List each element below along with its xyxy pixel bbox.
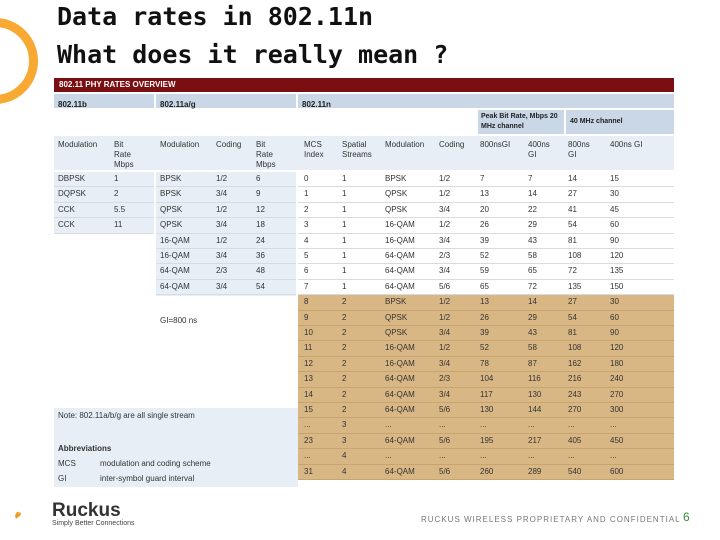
table-cell: 16-QAM bbox=[385, 358, 415, 368]
table-cell: 5.5 bbox=[114, 204, 126, 214]
col-n-800gi-40: 800ns GI bbox=[568, 140, 590, 159]
n-table-row bbox=[298, 203, 674, 218]
n-table-row bbox=[298, 449, 674, 464]
table-cell: 405 bbox=[568, 435, 582, 445]
table-cell: ... bbox=[610, 420, 617, 430]
section-80211b bbox=[54, 94, 154, 108]
table-cell: 3/4 bbox=[439, 328, 451, 337]
table-cell: ... bbox=[528, 451, 535, 461]
table-cell: ... bbox=[480, 420, 487, 430]
peak-rate-header bbox=[478, 110, 564, 134]
col-n-modulation: Modulation bbox=[385, 140, 425, 149]
table-cell: 144 bbox=[528, 405, 542, 414]
table-cell: 150 bbox=[610, 281, 624, 291]
col-ag-modulation: Modulation bbox=[160, 140, 200, 149]
table-cell: 1 bbox=[342, 189, 347, 199]
section-80211ag bbox=[156, 94, 296, 108]
b-table-row bbox=[54, 203, 154, 218]
table-cell: 64-QAM bbox=[385, 466, 415, 476]
table-cell: 64-QAM bbox=[385, 266, 415, 276]
table-cell: QPSK bbox=[385, 189, 408, 199]
table-cell: 108 bbox=[568, 343, 582, 353]
table-cell: ... bbox=[528, 420, 535, 430]
table-cell: 10 bbox=[304, 328, 313, 337]
table-cell: 1 bbox=[342, 204, 347, 214]
table-cell: 3/4 bbox=[439, 389, 451, 399]
table-cell: 27 bbox=[568, 189, 577, 199]
table-cell: BPSK bbox=[160, 174, 182, 183]
n-table-row bbox=[298, 403, 674, 418]
table-cell: 135 bbox=[610, 266, 624, 276]
table-header: 802.11 PHY RATES OVERVIEW bbox=[54, 78, 674, 92]
table-cell: 16-QAM bbox=[160, 251, 190, 260]
table-cell: 18 bbox=[256, 220, 265, 230]
ag-table-row bbox=[156, 187, 296, 202]
decorative-orange-arc bbox=[0, 18, 38, 104]
table-cell: 13 bbox=[480, 297, 489, 307]
n-table-row bbox=[298, 280, 674, 295]
table-cell: 64-QAM bbox=[385, 389, 415, 399]
table-cell: 3 bbox=[304, 220, 309, 230]
table-cell: 5/6 bbox=[439, 405, 451, 414]
col-ag-bitrate: Bit Rate Mbps bbox=[256, 140, 276, 169]
table-cell: 54 bbox=[568, 312, 577, 322]
table-cell: 2 bbox=[342, 343, 347, 353]
table-cell: BPSK bbox=[160, 189, 182, 199]
table-cell: 29 bbox=[528, 220, 537, 230]
table-cell: 30 bbox=[610, 189, 619, 199]
n-table-row bbox=[298, 418, 674, 433]
ag-table-row bbox=[156, 280, 296, 295]
table-cell: 289 bbox=[528, 466, 542, 476]
table-cell: 2 bbox=[304, 204, 309, 214]
table-cell: 7 bbox=[480, 174, 485, 183]
table-cell: 2 bbox=[342, 328, 347, 337]
table-cell: 135 bbox=[568, 281, 582, 291]
n-table-row bbox=[298, 218, 674, 233]
table-cell: ... bbox=[568, 420, 575, 430]
table-cell: 3/4 bbox=[439, 358, 451, 368]
table-cell: ... bbox=[439, 451, 446, 461]
table-cell: 7 bbox=[304, 281, 309, 291]
ag-table-row bbox=[156, 218, 296, 233]
col-n-400gi-20: 400ns GI bbox=[528, 140, 550, 159]
table-cell: 3/4 bbox=[216, 220, 228, 230]
notes-box bbox=[54, 408, 298, 487]
n-table-row bbox=[298, 326, 674, 341]
table-cell: 6 bbox=[304, 266, 309, 276]
table-cell: 45 bbox=[610, 204, 619, 214]
table-cell: 54 bbox=[568, 220, 577, 230]
table-cell: 29 bbox=[528, 312, 537, 322]
table-cell: 4 bbox=[342, 466, 347, 476]
table-cell: 54 bbox=[256, 281, 265, 291]
table-cell: 3/4 bbox=[439, 235, 451, 245]
table-cell: 12 bbox=[304, 358, 313, 368]
slide-title-line2: What does it really mean ? bbox=[57, 40, 449, 69]
table-cell: 14 bbox=[528, 297, 537, 307]
table-cell: 1 bbox=[342, 235, 347, 245]
ag-table-row bbox=[156, 234, 296, 249]
table-cell: 16-QAM bbox=[385, 343, 415, 353]
table-cell: 81 bbox=[568, 235, 577, 245]
b-table-row bbox=[54, 187, 154, 202]
table-cell: 4 bbox=[304, 235, 309, 245]
table-cell: 2/3 bbox=[439, 374, 451, 384]
table-cell: 3 bbox=[342, 420, 347, 430]
table-cell: 2 bbox=[342, 389, 347, 399]
table-cell: 13 bbox=[304, 374, 313, 384]
table-cell: 39 bbox=[480, 328, 489, 337]
table-cell: 240 bbox=[610, 374, 624, 384]
table-cell: 2 bbox=[342, 297, 347, 307]
table-cell: QPSK bbox=[385, 204, 408, 214]
table-cell: 3/4 bbox=[216, 189, 228, 199]
table-cell: 5/6 bbox=[439, 281, 451, 291]
table-cell: 27 bbox=[568, 297, 577, 307]
table-cell: ... bbox=[385, 420, 392, 430]
table-cell: 16-QAM bbox=[385, 235, 415, 245]
table-cell: 78 bbox=[480, 358, 489, 368]
col-n-mcs: MCS Index bbox=[304, 140, 324, 159]
table-cell: 41 bbox=[568, 204, 577, 214]
table-cell: 1/2 bbox=[439, 189, 451, 199]
col-n-800gi-20: 800nsGI bbox=[480, 140, 511, 149]
gi-note: GI=800 ns bbox=[160, 316, 198, 325]
table-cell: 52 bbox=[480, 343, 489, 353]
table-cell: QPSK bbox=[385, 328, 408, 337]
col-n-400gi-40: 400ns GI bbox=[610, 140, 643, 149]
table-cell: 600 bbox=[610, 466, 624, 476]
table-cell: 13 bbox=[480, 189, 489, 199]
section-label: 802.11a/g bbox=[160, 100, 196, 109]
table-cell: 1/2 bbox=[216, 204, 228, 214]
table-cell: 2 bbox=[342, 374, 347, 384]
table-cell: 540 bbox=[568, 466, 582, 476]
table-cell: 243 bbox=[568, 389, 582, 399]
n-table-row bbox=[298, 357, 674, 372]
table-cell: QPSK bbox=[160, 220, 183, 230]
table-cell: 16-QAM bbox=[160, 235, 190, 245]
table-cell: 1 bbox=[342, 174, 347, 183]
b-table-row bbox=[54, 218, 154, 233]
table-cell: 90 bbox=[610, 328, 619, 337]
abbr-gi-def: inter-symbol guard interval bbox=[100, 474, 195, 483]
table-cell: 64-QAM bbox=[385, 374, 415, 384]
n-table-row bbox=[298, 341, 674, 356]
phy-rates-table bbox=[54, 78, 674, 487]
table-cell: BPSK bbox=[385, 174, 407, 183]
table-cell: 2/3 bbox=[439, 251, 451, 260]
peak-rate-label: Peak Bit Rate, Mbps 20 MHz channel bbox=[481, 113, 558, 130]
table-cell: 52 bbox=[480, 251, 489, 260]
section-80211n bbox=[298, 94, 674, 108]
table-cell: 2 bbox=[114, 189, 119, 199]
table-cell: 3 bbox=[342, 435, 347, 445]
table-cell: 20 bbox=[480, 204, 489, 214]
table-cell: 130 bbox=[480, 405, 494, 414]
table-cell: 260 bbox=[480, 466, 494, 476]
channel40-header bbox=[566, 110, 674, 134]
n-table-row bbox=[298, 172, 674, 187]
table-cell: 1/2 bbox=[216, 235, 228, 245]
table-cell: 64-QAM bbox=[160, 281, 190, 291]
col-ag-coding: Coding bbox=[216, 140, 242, 149]
table-cell: 72 bbox=[568, 266, 577, 276]
n-table-row bbox=[298, 249, 674, 264]
table-cell: 65 bbox=[480, 281, 489, 291]
n-table-row bbox=[298, 465, 674, 480]
table-cell: 195 bbox=[480, 435, 494, 445]
table-cell: 24 bbox=[256, 235, 265, 245]
table-cell: ... bbox=[568, 451, 575, 461]
table-cell: 180 bbox=[610, 358, 624, 368]
table-cell: 120 bbox=[610, 251, 624, 260]
table-cell: DQPSK bbox=[58, 189, 87, 199]
ag-table-row bbox=[156, 264, 296, 279]
table-cell: 36 bbox=[256, 251, 265, 260]
table-cell: 1 bbox=[342, 251, 347, 260]
table-cell: 11 bbox=[114, 220, 123, 230]
abbr-gi: GI bbox=[58, 474, 67, 483]
note-single-stream: Note: 802.11a/b/g are all single stream bbox=[58, 411, 195, 420]
channel40-label: 40 MHz channel bbox=[570, 118, 623, 125]
table-cell: ... bbox=[439, 420, 446, 430]
table-cell: ... bbox=[385, 451, 392, 461]
table-cell: 1 bbox=[342, 281, 347, 291]
table-cell: 162 bbox=[568, 358, 582, 368]
n-table-row bbox=[298, 187, 674, 202]
table-cell: 58 bbox=[528, 251, 537, 260]
brand-tagline: Simply Better Connections bbox=[52, 520, 135, 527]
table-cell: 2 bbox=[342, 358, 347, 368]
table-cell: 9 bbox=[256, 189, 261, 199]
table-cell: 216 bbox=[568, 374, 582, 384]
ruckus-dog-icon bbox=[14, 500, 50, 530]
table-cell: 116 bbox=[528, 374, 541, 384]
b-table-row bbox=[54, 172, 154, 187]
table-cell: 1 bbox=[304, 189, 309, 199]
table-cell: 2/3 bbox=[216, 266, 228, 276]
abbr-mcs: MCS bbox=[58, 459, 76, 468]
table-cell: 30 bbox=[610, 297, 619, 307]
table-cell: 81 bbox=[568, 328, 577, 337]
table-cell: 1/2 bbox=[216, 174, 228, 183]
table-cell: 11 bbox=[304, 343, 313, 353]
table-cell: 5/6 bbox=[439, 435, 451, 445]
table-cell: DBPSK bbox=[58, 174, 86, 183]
col-b-bitrate: Bit Rate Mbps bbox=[114, 140, 134, 169]
table-cell: 270 bbox=[610, 389, 624, 399]
table-cell: 217 bbox=[528, 435, 542, 445]
confidential-footer: RUCKUS WIRELESS PROPRIETARY AND CONFIDENTIAL bbox=[421, 515, 681, 524]
table-cell: 5 bbox=[304, 251, 309, 260]
table-cell: 4 bbox=[342, 451, 347, 461]
col-b-modulation: Modulation bbox=[58, 140, 98, 149]
table-cell: 117 bbox=[480, 389, 493, 399]
ag-table-row bbox=[156, 203, 296, 218]
table-cell: 1 bbox=[342, 220, 347, 230]
table-cell: 64-QAM bbox=[385, 435, 415, 445]
n-table-row bbox=[298, 434, 674, 449]
table-cell: ... bbox=[304, 451, 311, 461]
table-cell: 6 bbox=[256, 174, 261, 183]
table-cell: 130 bbox=[528, 389, 542, 399]
table-cell: 15 bbox=[610, 174, 619, 183]
table-cell: BPSK bbox=[385, 297, 407, 307]
table-cell: ... bbox=[480, 451, 487, 461]
table-cell: 0 bbox=[304, 174, 309, 183]
table-cell: 1/2 bbox=[439, 312, 451, 322]
table-cell: 87 bbox=[528, 358, 537, 368]
table-cell: 26 bbox=[480, 220, 489, 230]
table-cell: 1 bbox=[114, 174, 119, 183]
n-table-row bbox=[298, 264, 674, 279]
table-cell: 8 bbox=[304, 297, 309, 307]
table-cell: 1/2 bbox=[439, 343, 451, 353]
table-cell: 104 bbox=[480, 374, 494, 384]
n-table-row bbox=[298, 388, 674, 403]
table-cell: 14 bbox=[568, 174, 577, 183]
table-cell: 60 bbox=[610, 220, 619, 230]
table-cell: 23 bbox=[304, 435, 313, 445]
table-cell: QPSK bbox=[385, 312, 408, 322]
table-cell: 64-QAM bbox=[160, 266, 190, 276]
n-table-row bbox=[298, 311, 674, 326]
n-table-row bbox=[298, 372, 674, 387]
table-cell: 65 bbox=[528, 266, 537, 276]
table-cell: 450 bbox=[610, 435, 624, 445]
table-cell: 22 bbox=[528, 204, 537, 214]
table-cell: 64-QAM bbox=[385, 281, 415, 291]
table-cell: 300 bbox=[610, 405, 624, 414]
table-cell: 48 bbox=[256, 266, 265, 276]
table-cell: 64-QAM bbox=[385, 251, 415, 260]
table-cell: 72 bbox=[528, 281, 537, 291]
section-label: 802.11n bbox=[302, 100, 331, 109]
table-cell: 64-QAM bbox=[385, 405, 415, 414]
table-cell: 26 bbox=[480, 312, 489, 322]
table-cell: 2 bbox=[342, 312, 347, 322]
table-cell: 108 bbox=[568, 251, 582, 260]
n-table-row bbox=[298, 234, 674, 249]
col-n-streams: Spatial Streams bbox=[342, 140, 372, 159]
table-cell: 12 bbox=[256, 204, 265, 214]
table-cell: 5/6 bbox=[439, 466, 451, 476]
table-cell: 43 bbox=[528, 235, 537, 245]
abbreviations-title: Abbreviations bbox=[58, 444, 112, 453]
table-cell: 90 bbox=[610, 235, 619, 245]
table-cell: CCK bbox=[58, 220, 75, 230]
abbr-mcs-def: modulation and coding scheme bbox=[100, 459, 211, 468]
table-cell: 39 bbox=[480, 235, 489, 245]
table-cell: 1 bbox=[342, 266, 347, 276]
slide-title-line1: Data rates in 802.11n bbox=[57, 2, 374, 31]
table-cell: 1/2 bbox=[439, 297, 451, 307]
table-cell: 16-QAM bbox=[385, 220, 415, 230]
table-cell: 9 bbox=[304, 312, 309, 322]
table-cell: 3/4 bbox=[216, 251, 228, 260]
table-cell: 58 bbox=[528, 343, 537, 353]
table-cell: 14 bbox=[304, 389, 313, 399]
table-cell: 43 bbox=[528, 328, 537, 337]
table-cell: 2 bbox=[342, 405, 347, 414]
table-cell: 31 bbox=[304, 466, 313, 476]
table-cell: QPSK bbox=[160, 204, 183, 214]
ag-table-row bbox=[156, 249, 296, 264]
table-cell: 270 bbox=[568, 405, 582, 414]
col-n-coding: Coding bbox=[439, 140, 465, 149]
table-cell: 3/4 bbox=[439, 204, 451, 214]
table-cell: 59 bbox=[480, 266, 489, 276]
ag-table-row bbox=[156, 172, 296, 187]
table-cell: 3/4 bbox=[216, 281, 228, 291]
table-cell: 7 bbox=[528, 174, 533, 183]
table-cell: 15 bbox=[304, 405, 313, 414]
table-cell: 3/4 bbox=[439, 266, 451, 276]
table-cell: ... bbox=[610, 451, 617, 461]
page-number: 6 bbox=[683, 510, 690, 524]
table-cell: 1/2 bbox=[439, 174, 451, 183]
table-cell: 14 bbox=[528, 189, 537, 199]
table-cell: 120 bbox=[610, 343, 624, 353]
table-cell: 1/2 bbox=[439, 220, 451, 230]
table-cell: 60 bbox=[610, 312, 619, 322]
table-cell: ... bbox=[304, 420, 311, 430]
table-cell: CCK bbox=[58, 204, 75, 214]
brand-name: Ruckus bbox=[52, 500, 121, 521]
section-label: 802.11b bbox=[58, 100, 87, 109]
n-table-row bbox=[298, 295, 674, 310]
